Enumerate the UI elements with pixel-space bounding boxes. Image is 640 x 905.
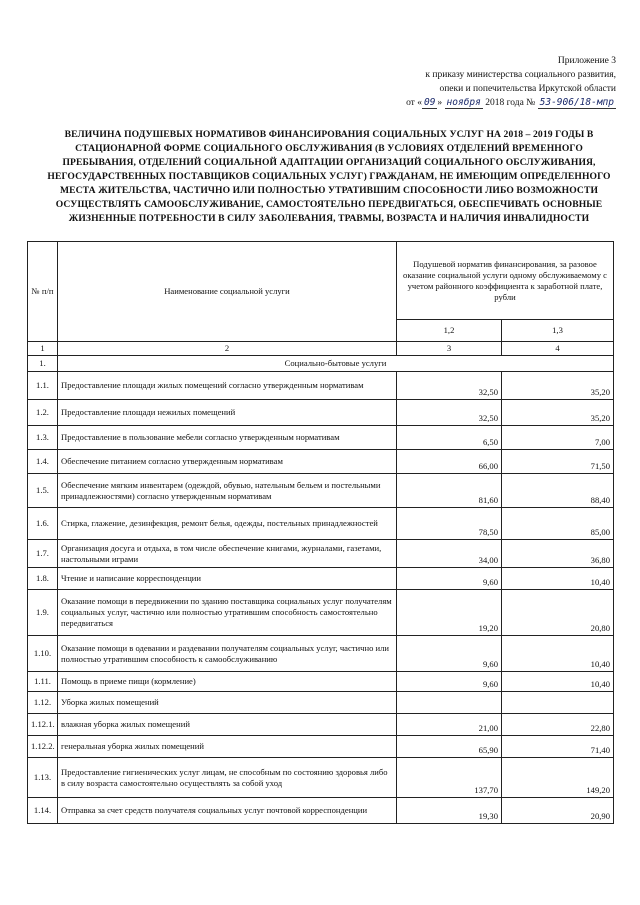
appendix-line-1: Приложение 3 (557, 56, 616, 66)
row-value-coef-2: 71,50 (502, 450, 614, 474)
table-row (28, 450, 614, 474)
table-row (28, 692, 614, 714)
row-number: 1.12.2. (28, 736, 58, 758)
row-service-name: Обеспечение мягким инвентарем (одеждой, обувью, нательным бельем и постельными принадлежностями) согласно утвержденным нормативам (58, 474, 397, 508)
section-title: Социально-бытовые услуги (58, 356, 614, 372)
table-row (28, 568, 614, 590)
section-row (28, 356, 614, 372)
date-day-handwritten: 09 (423, 97, 436, 108)
row-value-coef-1: 81,60 (397, 474, 502, 508)
table-colnum-row (28, 342, 614, 356)
row-service-name: Помощь в приеме пищи (кормление) (58, 672, 397, 692)
header-service-name: Наименование социальной услуги (58, 242, 397, 342)
table-row (28, 400, 614, 426)
row-service-name: Обеспечение питанием согласно утвержденным нормативам (58, 450, 397, 474)
row-value-coef-2: 71,40 (502, 736, 614, 758)
row-value-coef-1: 65,90 (397, 736, 502, 758)
section-number: 1. (28, 356, 58, 372)
colnum-1: 1 (28, 342, 58, 356)
table-row (28, 636, 614, 672)
row-value-coef-2: 149,20 (502, 758, 614, 798)
table-row (28, 714, 614, 736)
row-service-name: Предоставление в пользование мебели согласно утвержденным нормативам (58, 426, 397, 450)
document-title: ВЕЛИЧИНА ПОДУШЕВЫХ НОРМАТИВОВ ФИНАНСИРОВАНИЯ СОЦИАЛЬНЫХ УСЛУГ НА 2018 – 2019 ГОДЫ В СТАЦИОНАРНОЙ ФОРМЕ СОЦИАЛЬНОГО ОБСЛУЖИВАНИЯ (В УСЛОВИЯХ ОТДЕЛЕНИЙ ВРЕМЕННОГО ПРЕБЫВАНИЯ, ОТДЕЛЕНИЙ СОЦИАЛЬНОЙ АДАПТАЦИИ ОРГАНИЗАЦИЙ СОЦИАЛЬНОГО ОБСЛУЖИВАНИЯ, НЕГОСУДАРСТВЕННЫХ ПОСТАВЩИКОВ СОЦИАЛЬНЫХ УСЛУГ) ГРАЖДАНАМ, НЕ ИМЕЮЩИМ ОПРЕДЕЛЕННОГО МЕСТА ЖИТЕЛЬСТВА, ЧАСТИЧНО ИЛИ ПОЛНОСТЬЮ УТРАТИВШИМ СПОСОБНОСТИ ЛИБО ВОЗМОЖНОСТИ ОСУЩЕСТВЛЯТЬ САМООБСЛУЖИВАНИЕ, САМОСТОЯТЕЛЬНО ПЕРЕДВИГАТЬСЯ, ОБЕСПЕЧИВАТЬ ОСНОВНЫЕ ЖИЗНЕННЫЕ ПОТРЕБНОСТИ В СИЛУ ЗАБОЛЕВАНИЯ, ТРАВМЫ, ВОЗРАСТА И НАЛИЧИЯ ИНВАЛИДНОСТИ (47, 129, 611, 224)
row-value-coef-2: 88,40 (502, 474, 614, 508)
row-value-coef-2: 10,40 (502, 636, 614, 672)
row-value-coef-2: 7,00 (502, 426, 614, 450)
row-value-coef-2: 36,80 (502, 540, 614, 568)
row-number: 1.8. (28, 568, 58, 590)
row-value-coef-1: 9,60 (397, 636, 502, 672)
date-prefix: от « (406, 98, 422, 108)
row-value-coef-1: 32,50 (397, 400, 502, 426)
date-mid: » (437, 98, 443, 108)
row-service-name: Чтение и написание корреспонденции (58, 568, 397, 590)
header-coef-2: 1,3 (502, 320, 614, 342)
table-row (28, 798, 614, 824)
row-number: 1.4. (28, 450, 58, 474)
row-value-coef-1: 19,20 (397, 590, 502, 636)
row-number: 1.13. (28, 758, 58, 798)
row-number: 1.12. (28, 692, 58, 714)
row-service-name: Отправка за счет средств получателя социальных услуг почтовой корреспонденции (58, 798, 397, 824)
row-value-coef-2: 10,40 (502, 672, 614, 692)
header-norm: Подушевой норматив финансирования, за разовое оказание социальной услуги одному обслуживаемому с учетом районного коэффициента к заработной плате, рубли (397, 242, 614, 320)
row-value-coef-2: 20,80 (502, 590, 614, 636)
header-coef-1: 1,2 (397, 320, 502, 342)
colnum-2: 2 (58, 342, 397, 356)
row-value-coef-1: 78,50 (397, 508, 502, 540)
row-service-name: Организация досуга и отдыха, в том числе обеспечение книгами, журналами, газетами, настольными играми (58, 540, 397, 568)
row-service-name: Уборка жилых помещений (58, 692, 397, 714)
row-number: 1.14. (28, 798, 58, 824)
table-row (28, 736, 614, 758)
date-year: 2018 года № (485, 98, 536, 108)
row-number: 1.7. (28, 540, 58, 568)
table-row (28, 474, 614, 508)
row-value-coef-2: 35,20 (502, 372, 614, 400)
table-row (28, 672, 614, 692)
row-value-coef-1 (397, 692, 502, 714)
appendix-line-3: опеки и попечительства Иркутской области (439, 84, 616, 94)
row-number: 1.11. (28, 672, 58, 692)
appendix-date-line (356, 96, 616, 110)
row-service-name: влажная уборка жилых помещений (58, 714, 397, 736)
row-number: 1.6. (28, 508, 58, 540)
row-value-coef-2 (502, 692, 614, 714)
row-value-coef-1: 6,50 (397, 426, 502, 450)
row-service-name: Оказание помощи в одевании и раздевании получателям социальных услуг, частично или полностью утратившим способность к самообслуживанию (58, 636, 397, 672)
row-value-coef-1: 9,60 (397, 568, 502, 590)
table-row (28, 426, 614, 450)
colnum-3: 3 (397, 342, 502, 356)
norms-table (27, 241, 614, 824)
row-number: 1.9. (28, 590, 58, 636)
row-number: 1.3. (28, 426, 58, 450)
appendix-block (356, 54, 616, 110)
row-value-coef-1: 9,60 (397, 672, 502, 692)
row-value-coef-1: 19,30 (397, 798, 502, 824)
row-service-name: Стирка, глажение, дезинфекция, ремонт белья, одежды, постельных принадлежностей (58, 508, 397, 540)
row-service-name: Оказание помощи в передвижении по зданию поставщика социальных услуг получателям социальных услуг, частично или полностью утратившим способность самостоятельно передвигаться (58, 590, 397, 636)
colnum-4: 4 (502, 342, 614, 356)
row-value-coef-2: 10,40 (502, 568, 614, 590)
row-value-coef-2: 35,20 (502, 400, 614, 426)
row-value-coef-1: 137,70 (397, 758, 502, 798)
row-value-coef-2: 22,80 (502, 714, 614, 736)
row-value-coef-1: 34,00 (397, 540, 502, 568)
table-row (28, 372, 614, 400)
row-service-name: Предоставление площади нежилых помещений (58, 400, 397, 426)
row-service-name: Предоставление площади жилых помещений согласно утвержденным нормативам (58, 372, 397, 400)
appendix-line-2: к приказу министерства социального развития, (425, 70, 616, 80)
row-value-coef-2: 85,00 (502, 508, 614, 540)
row-number: 1.5. (28, 474, 58, 508)
row-value-coef-1: 32,50 (397, 372, 502, 400)
order-number-handwritten: 53-906/18-мпр (539, 97, 614, 108)
table-row (28, 508, 614, 540)
table-header-row (28, 242, 614, 320)
row-value-coef-1: 66,00 (397, 450, 502, 474)
row-value-coef-2: 20,90 (502, 798, 614, 824)
header-number: № п/п (28, 242, 58, 342)
row-number: 1.2. (28, 400, 58, 426)
row-number: 1.12.1. (28, 714, 58, 736)
row-service-name: Предоставление гигиенических услуг лицам, не способным по состоянию здоровья либо в силу возраста самостоятельно осуществлять за собой уход (58, 758, 397, 798)
row-value-coef-1: 21,00 (397, 714, 502, 736)
row-number: 1.10. (28, 636, 58, 672)
table-row (28, 758, 614, 798)
table-row (28, 590, 614, 636)
date-month-handwritten: ноября (446, 97, 481, 108)
row-number: 1.1. (28, 372, 58, 400)
row-service-name: генеральная уборка жилых помещений (58, 736, 397, 758)
table-row (28, 540, 614, 568)
table-body (28, 372, 614, 824)
